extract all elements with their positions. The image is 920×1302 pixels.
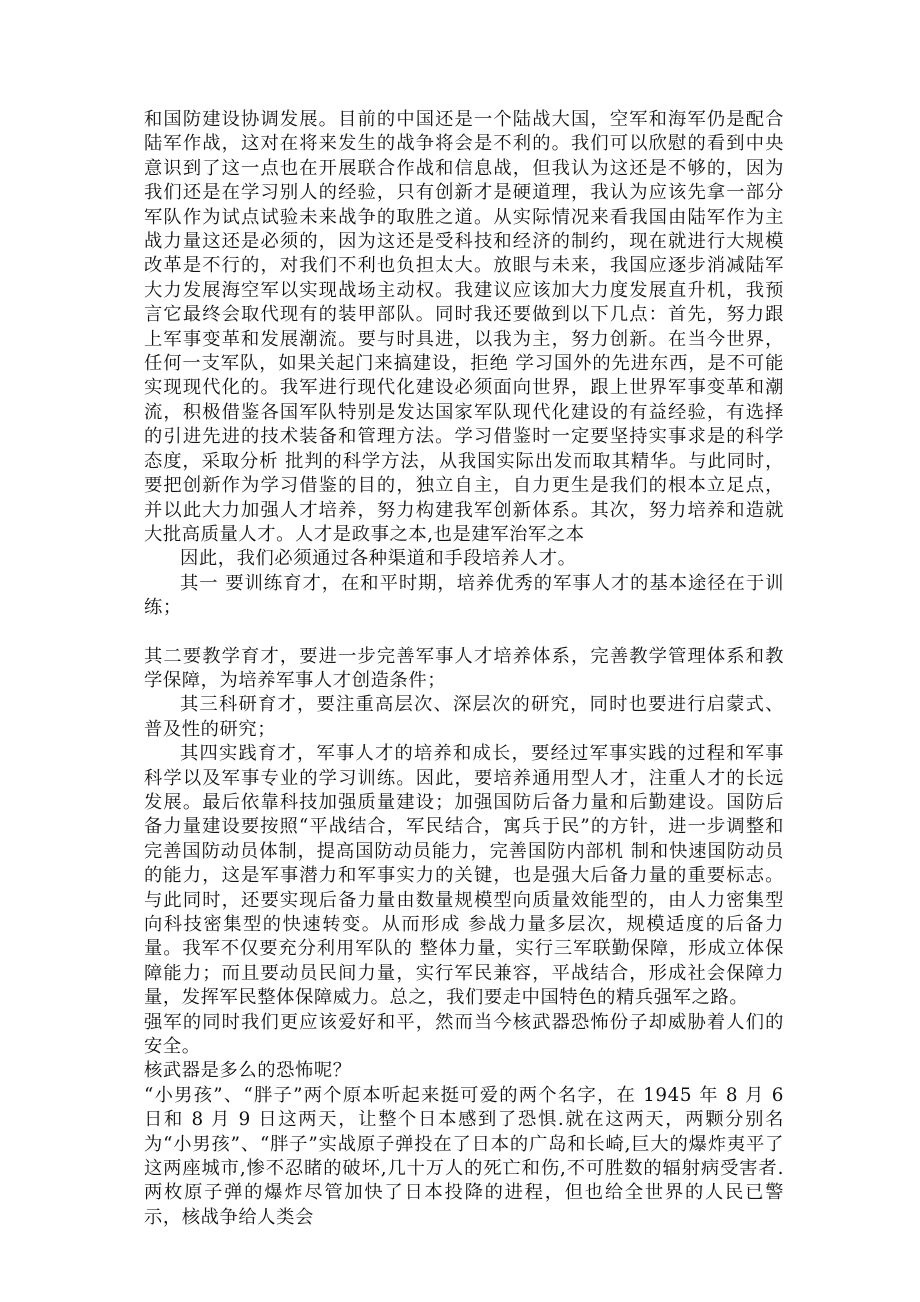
paragraph-peace: 强军的同时我们更应该爱好和平，然而当今核武器恐怖份子却威胁着人们的安全。 <box>144 1011 784 1058</box>
blank-line <box>144 621 784 645</box>
document-body <box>144 108 784 1230</box>
paragraph-nuclear-question: 核武器是多么的恐怖呢？ <box>144 1060 352 1082</box>
paragraph-practice: 其四实践育才，军事人才的培养和成长，要经过军事实践的过程和军事科学以及军事专业的学习训练。因此，要培养通用型人才，注重人才的长远发展。最后依靠科技加强质量建设；加强国防后备力量和后勤建设。国防后备力量建设要按照“平战结合，军民结合，寓兵于民”的方针，进一步调整和完善国防动员体制，提高国防动员能力，完善国防内部机 制和快速国防动员的能力，这是军事潜力和军事实力的关键，也是强大后备力量的重要标志。与此同时，还要实现后备力量由数量规模型向质量效能型的，由人力密集型向科技密集型的快速转变。从而形成 参战力量多层次，规模适度的后备力量。我军不仅要充分利用军队的 整体力量，实行三军联勤保障，形成立体保障能力；而且要动员民间力量，实行军民兼容，平战结合，形成社会保障力量，发挥军民整体保障威力。总之，我们要走中国特色的精兵强军之路。 <box>144 743 784 1009</box>
paragraph-talent-channels: 因此，我们必须通过各种渠道和手段培养人才。 <box>180 548 577 570</box>
paragraph-research: 其三科研育才，要注重高层次、深层次的研究，同时也要进行启蒙式、普及性的研究； <box>144 694 784 740</box>
paragraph-training: 其一 要训练育才，在和平时期，培养优秀的军事人才的基本途径在于训练； <box>144 572 784 619</box>
paragraph-military-reform: 和国防建设协调发展。目前的中国还是一个陆战大国，空军和海军仍是配合陆军作战，这对在将来发生的战争将会是不利的。我们可以欣慰的看到中央意识到了这一点也在开展联合作战和信息战，但我认为这还是不够的，因为我们还是在学习别人的经验，只有创新才是硬道理，我认为应该先拿一部分军队作为试点试验未来战争的取胜之道。从实际情况来看我国由陆军作为主战力量这还是必须的，因为这还是受科技和经济的制约，现在就进行大规模改革是不行的，对我们不利也负担太大。放眼与未来，我国应逐步消减陆军大力发展海空军以实现战场主动权。我建议应该加大力度发展直升机，我预言它最终会取代现有的装甲部队。同时我还要做到以下几点：首先，努力跟上军事变革和发展潮流。要与时具进，以我为主，努力创新。在当今世界，任何一支军队，如果关起门来搞建设，拒绝 学习国外的先进东西，是不可能实现现代化的。我军进行现代化建设必须面向世界，跟上世界军事变革和潮流，积极借鉴各国军队特别是发达国家军队现代化建设的有益经验，有选择的引进先进的技术装备和管理方法。学习借鉴时一定要坚持实事求是的科学态度，采取分析 批判的科学方法，从我国实际出发而取其精华。与此同时，要把创新作为学习借鉴的目的，独立自主，自力更生是我们的根本立足点，并以此大力加强人才培养，努力构建我军创新体系。其次，努力培养和造就大批高质量人才。人才是政事之本,也是建军治军之本 <box>144 109 784 545</box>
paragraph-teaching: 其二要教学育才，要进一步完善军事人才培养体系，完善教学管理体系和教学保障，为培养军事人才创造条件； <box>144 645 784 691</box>
paragraph-atomic-bombs: “小男孩”、“胖子”两个原本听起来挺可爱的两个名字，在 1945 年 8 月 6 日和 8 月 9 日这两天，让整个日本感到了恐惧.就在这两天，两颗分别名为“小男孩”、“胖子”实战原子弹投在了日本的广岛和长崎,巨大的爆炸夷平了这两座城市,惨不忍睹的破坏,几十万人的死亡和伤,不可胜数的辐射病受害者.两枚原子弹的爆炸尽管加快了日本投降的进程，但也给全世界的人民已警示，核战争给人类会 <box>144 1084 784 1228</box>
